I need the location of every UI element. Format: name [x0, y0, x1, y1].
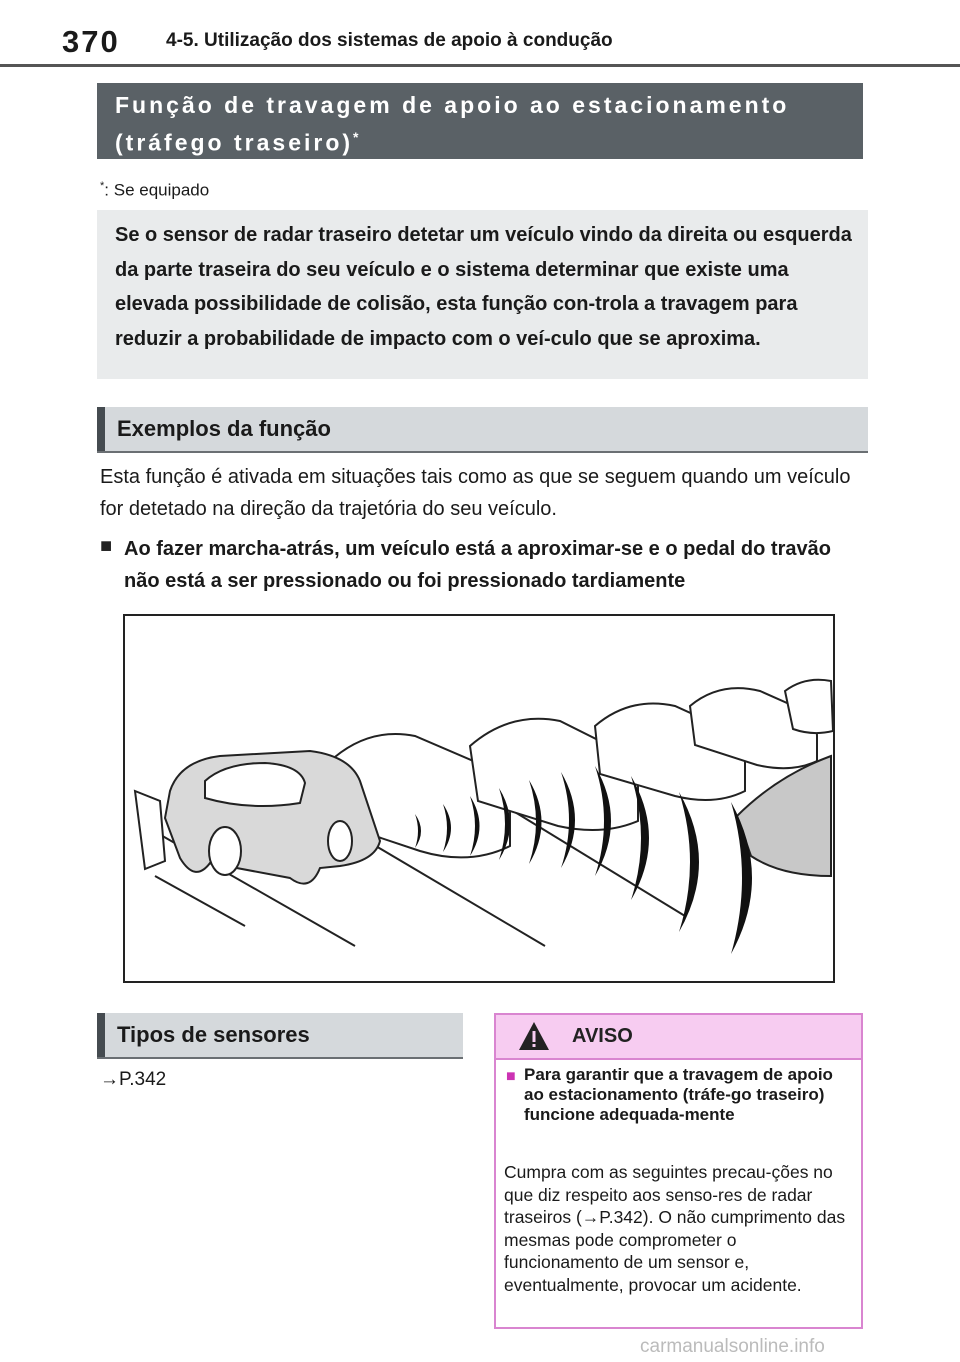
footnote-mark: *: [353, 129, 359, 145]
footnote-asterisk: *: [100, 180, 105, 192]
sensors-heading-bar: [97, 1013, 463, 1057]
watermark: carmanualsonline.info: [640, 1336, 825, 1357]
warning-title: AVISO: [572, 1025, 633, 1047]
warning-item-heading: Para garantir que a travagem de apoio ao estacionamento (tráfe-go traseiro) funcione adequada-mente: [524, 1065, 833, 1124]
function-title: [115, 89, 789, 159]
case-heading: Ao fazer marcha-atrás, um veículo está a aproximar-se e o pedal do travão não está a ser pressionado ou foi pressionado tardiamente: [124, 538, 831, 592]
intro-text: Se o sensor de radar traseiro detetar um veículo vindo da direita ou esquerda da parte traseira do seu veículo e o sistema determinar que existe uma elevada possibilidade de colisão, esta função con-trola a travagem para reduzir a probabilidade de impacto com o veí-culo que se aproxima.: [115, 224, 852, 350]
warning-box: [494, 1013, 863, 1329]
examples-heading: Exemplos da função: [117, 416, 331, 441]
footnote-text: : Se equipado: [104, 180, 210, 200]
page-number: 370: [62, 24, 120, 59]
section-title: 4-5. Utilização dos sistemas de apoio à condução: [166, 30, 613, 51]
examples-heading-bar: [97, 407, 868, 451]
warning-text: Cumpra com as seguintes precau-ções no que diz respeito aos senso-res de radar traseiros (→P.342). O não cumprimento das mesmas pode comprometer o funcionamento de um sensor e, eventualmente, provocar um acidente.: [504, 1162, 846, 1295]
square-bullet-icon: ■: [100, 535, 113, 557]
examples-heading-underline: [97, 451, 868, 453]
parking-illustration: [123, 614, 835, 983]
intro-box: [97, 210, 868, 379]
function-title-line1: Função de travagem de apoio ao estacionamento: [115, 92, 790, 118]
sensors-heading-underline: [97, 1057, 463, 1059]
sensor-page-reference[interactable]: →P.342: [100, 1069, 167, 1090]
header-divider: [0, 64, 960, 67]
sensors-heading: Tipos de sensores: [117, 1022, 310, 1047]
warning-triangle-icon: [518, 1021, 550, 1051]
function-title-banner: [97, 83, 863, 159]
warning-header: [496, 1015, 861, 1060]
examples-description: Esta função é ativada em situações tais como as que se seguem quando um veículo for detetado na direção da trajetória do seu veículo.: [100, 466, 851, 520]
function-title-line2: (tráfego traseiro): [115, 129, 354, 156]
footnote: [100, 180, 209, 201]
reversing-car-scene-illustration: [125, 616, 833, 981]
warning-bullet-icon: ■: [506, 1068, 516, 1085]
